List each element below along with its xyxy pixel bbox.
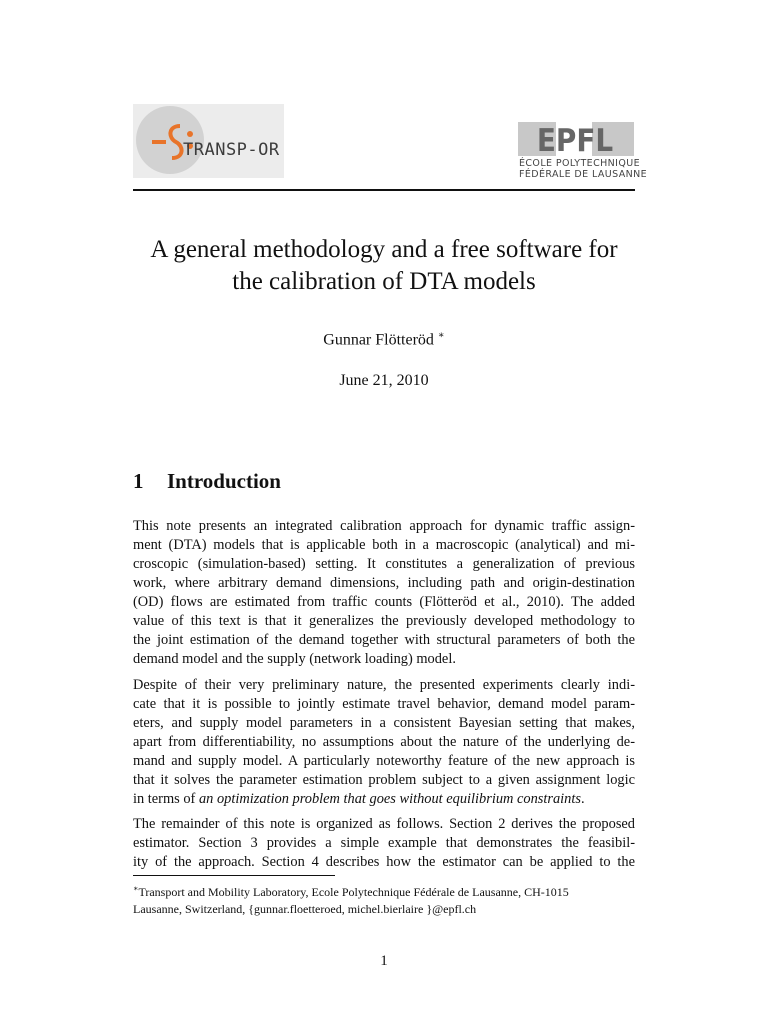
footnote <box>133 880 635 918</box>
paragraph-2 <box>133 676 635 809</box>
paragraph-line: croscopic (simulation-based) setting. It constitutes a generalization of previous <box>133 556 635 572</box>
author-footnote-mark: ∗ <box>437 330 445 341</box>
paragraph-text: in terms of <box>133 791 199 807</box>
title-line-2: the calibration of DTA models <box>232 268 536 295</box>
footnote-line <box>133 880 635 901</box>
paragraph-text: . <box>580 791 585 807</box>
section-title: Introduction <box>167 469 281 493</box>
footnote-mark: ∗ <box>133 884 139 893</box>
paragraph-line: eters, and supply model parameters in a consistent Bayesian setting that makes, <box>133 715 635 731</box>
footnote-text: Transport and Mobility Laboratory, Ecole Polytechnique Fédérale de Lausanne, CH-1015 <box>138 885 569 899</box>
transp-or-logo-text: TRANSP-OR <box>183 140 280 160</box>
paragraph-line: This note presents an integrated calibration approach for dynamic traffic assign- <box>133 518 635 534</box>
footnote-rule <box>133 875 335 876</box>
title-line-1: A general methodology and a free software for <box>150 236 618 263</box>
footnote-line: Lausanne, Switzerland, {gunnar.floetteroed, michel.bierlaire }@epfl.ch <box>133 902 477 916</box>
paper-title <box>100 234 668 298</box>
paragraph-line <box>133 790 635 809</box>
paragraph-line: ment (DTA) models that is applicable both in a macroscopic (analytical) and mi- <box>133 537 635 553</box>
paragraph-line: value of this text is that it generalizes the previously developed methodology to <box>133 613 635 629</box>
paragraph-line: the joint estimation of the demand together with structural parameters of both the <box>133 632 635 648</box>
paragraph-3 <box>133 815 635 872</box>
emphasized-phrase: an optimization problem that goes without equilibrium constraints <box>198 791 581 807</box>
epfl-logo-line1: ÉCOLE POLYTECHNIQUE <box>519 158 640 169</box>
section-number: 1 <box>133 469 144 493</box>
author <box>100 330 668 349</box>
epfl-logo <box>518 122 634 156</box>
paragraph-line: demand model and the supply (network loading) model. <box>133 651 456 667</box>
paragraph-line: mand and supply model. A particularly noteworthy feature of the new approach is <box>133 753 635 769</box>
date: June 21, 2010 <box>339 372 429 389</box>
author-name: Gunnar Flötteröd <box>323 331 434 349</box>
paragraph-line: The remainder of this note is organized as follows. Section 2 derives the proposed <box>133 816 635 832</box>
paragraph-line: Despite of their very preliminary nature, the presented experiments clearly indi- <box>133 677 635 693</box>
header-rule <box>133 189 635 191</box>
paragraph-1 <box>133 517 635 669</box>
epfl-wordmark: EPFL <box>536 123 614 156</box>
paragraph-line: work, where arbitrary demand dimensions, including path and origin-destination <box>133 575 635 591</box>
section-heading <box>133 469 281 494</box>
paragraph-line: cate that it is possible to jointly estimate travel behavior, demand model param- <box>133 696 635 712</box>
paragraph-line: apart from differentiability, no assumptions about the nature of the underlying de- <box>133 734 635 750</box>
paragraph-line: that it solves the parameter estimation problem subject to a given assignment logic <box>133 772 635 788</box>
epfl-logo-line2: FÉDÉRALE DE LAUSANNE <box>519 169 648 180</box>
page-number: 1 <box>380 953 388 969</box>
paragraph-line: (OD) flows are estimated from traffic counts (Flötteröd et al., 2010). The added <box>133 594 635 610</box>
paragraph-line: ity of the approach. Section 4 describes how the estimator can be applied to the <box>133 854 635 870</box>
paragraph-line: estimator. Section 3 provides a simple example that demonstrates the feasibil- <box>133 835 635 851</box>
